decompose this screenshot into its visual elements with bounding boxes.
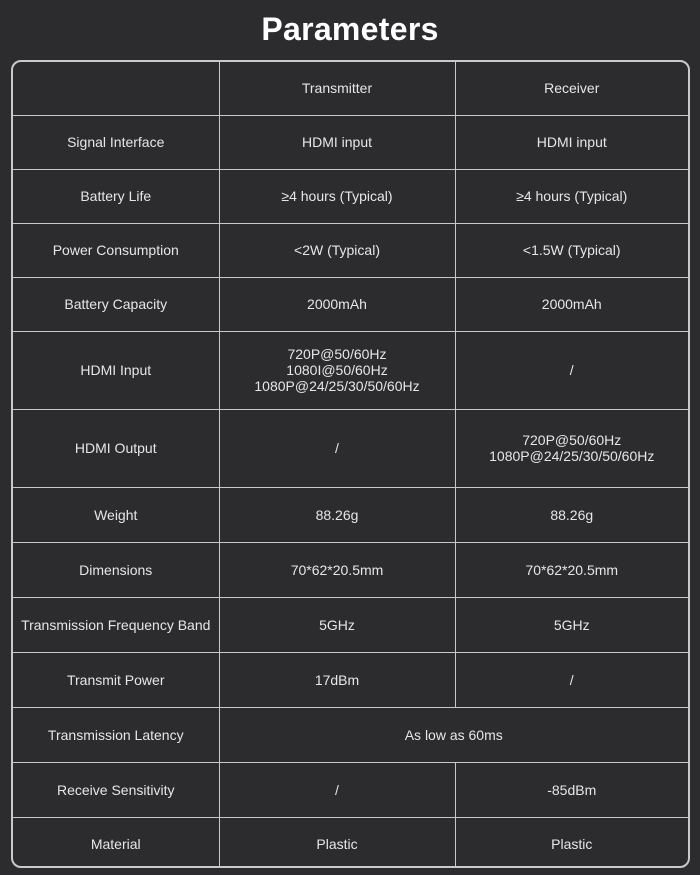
cell-text-line: ≥4 hours (Typical) xyxy=(516,188,628,204)
transmitter-value-cell xyxy=(219,652,455,707)
table-row-hdmi-input xyxy=(13,331,688,409)
transmitter-value-cell xyxy=(219,331,455,409)
cell-text-line: ≥4 hours (Typical) xyxy=(281,188,393,204)
row-label: Transmit Power xyxy=(13,652,219,707)
table-row-battery-life xyxy=(13,169,688,223)
cell-text-line: 2000mAh xyxy=(307,296,367,312)
cell-text-line: / xyxy=(335,781,339,798)
table-row-weight xyxy=(13,487,688,542)
receiver-value-cell xyxy=(455,409,688,487)
cell-text-line: 1080I@50/60Hz xyxy=(286,362,388,378)
cell-text-line: <2W (Typical) xyxy=(294,242,380,258)
cell-text-line: 720P@50/60Hz xyxy=(287,346,387,362)
row-label: Battery Life xyxy=(13,169,219,223)
receiver-value-cell xyxy=(455,817,688,868)
row-label: Receive Sensitivity xyxy=(13,762,219,817)
table-header-row xyxy=(13,62,688,115)
cell-text-line: 70*62*20.5mm xyxy=(290,561,384,578)
table-row-signal-interface xyxy=(13,115,688,169)
transmitter-value-cell xyxy=(219,597,455,652)
cell-text-line: 70*62*20.5mm xyxy=(525,561,619,578)
page-title: Parameters xyxy=(261,11,439,47)
table-row-receive-sensitivity xyxy=(13,762,688,817)
row-label: Transmission Latency xyxy=(13,707,219,762)
cell-text-line: 5GHz xyxy=(553,616,590,633)
receiver-value-cell xyxy=(455,115,688,169)
cell-text-line: 720P@50/60Hz xyxy=(522,432,622,448)
header-cell-parameter xyxy=(13,62,219,115)
row-label: Power Consumption xyxy=(13,223,219,277)
table-row-battery-capacity xyxy=(13,277,688,331)
cell-text-line: 17dBm xyxy=(314,671,360,688)
table-row-material xyxy=(13,817,688,868)
row-label: Transmission Frequency Band xyxy=(13,597,219,652)
transmitter-value-cell xyxy=(219,542,455,597)
header-cell-transmitter: Transmitter xyxy=(219,62,455,115)
transmitter-value-cell xyxy=(219,487,455,542)
cell-text-line: 88.26g xyxy=(315,506,359,523)
row-label: HDMI Output xyxy=(13,409,219,487)
receiver-value-cell xyxy=(455,223,688,277)
header-cell-receiver: Receiver xyxy=(455,62,688,115)
receiver-value-cell xyxy=(455,542,688,597)
cell-text-line: 1080P@24/25/30/50/60Hz xyxy=(254,378,420,394)
parameters-table xyxy=(13,62,688,868)
cell-text-line: HDMI input xyxy=(301,134,373,150)
row-label: Signal Interface xyxy=(13,115,219,169)
table-row-transmission-frequency-band xyxy=(13,597,688,652)
receiver-value-cell xyxy=(455,169,688,223)
cell-text-line: Plastic xyxy=(551,836,593,853)
cell-text-line: HDMI input xyxy=(536,134,607,150)
cell-text-line: -85dBm xyxy=(547,781,597,798)
receiver-value-cell xyxy=(455,762,688,817)
cell-text-line: Plastic xyxy=(316,836,358,853)
row-label: HDMI Input xyxy=(13,331,219,409)
receiver-value-cell xyxy=(455,597,688,652)
receiver-value-cell xyxy=(455,331,688,409)
cell-text-line: / xyxy=(569,671,574,688)
shared-value-cell xyxy=(219,707,688,762)
transmitter-value-cell xyxy=(219,762,455,817)
table-row-hdmi-output xyxy=(13,409,688,487)
cell-text-line: 5GHz xyxy=(319,616,355,633)
row-label: Material xyxy=(13,817,219,868)
transmitter-value-cell xyxy=(219,115,455,169)
table-row-transmit-power xyxy=(13,652,688,707)
transmitter-value-cell xyxy=(219,223,455,277)
cell-text-line: / xyxy=(569,362,574,378)
cell-text-line: 2000mAh xyxy=(541,296,602,312)
cell-text-line: As low as 60ms xyxy=(404,726,503,743)
receiver-value-cell xyxy=(455,487,688,542)
cell-text-line: <1.5W (Typical) xyxy=(522,242,621,258)
cell-text-line: / xyxy=(335,440,339,456)
row-label: Weight xyxy=(13,487,219,542)
cell-text-line: 1080P@24/25/30/50/60Hz xyxy=(489,448,655,464)
transmitter-value-cell xyxy=(219,409,455,487)
transmitter-value-cell xyxy=(219,817,455,868)
receiver-value-cell xyxy=(455,277,688,331)
row-label: Battery Capacity xyxy=(13,277,219,331)
receiver-value-cell xyxy=(455,652,688,707)
transmitter-value-cell xyxy=(219,169,455,223)
cell-text-line: 88.26g xyxy=(550,506,594,523)
transmitter-value-cell xyxy=(219,277,455,331)
table-row-power-consumption xyxy=(13,223,688,277)
row-label: Dimensions xyxy=(13,542,219,597)
table-row-dimensions xyxy=(13,542,688,597)
parameters-table-frame xyxy=(11,60,690,868)
table-row-transmission-latency xyxy=(13,707,688,762)
parameters-table-body xyxy=(13,62,688,868)
